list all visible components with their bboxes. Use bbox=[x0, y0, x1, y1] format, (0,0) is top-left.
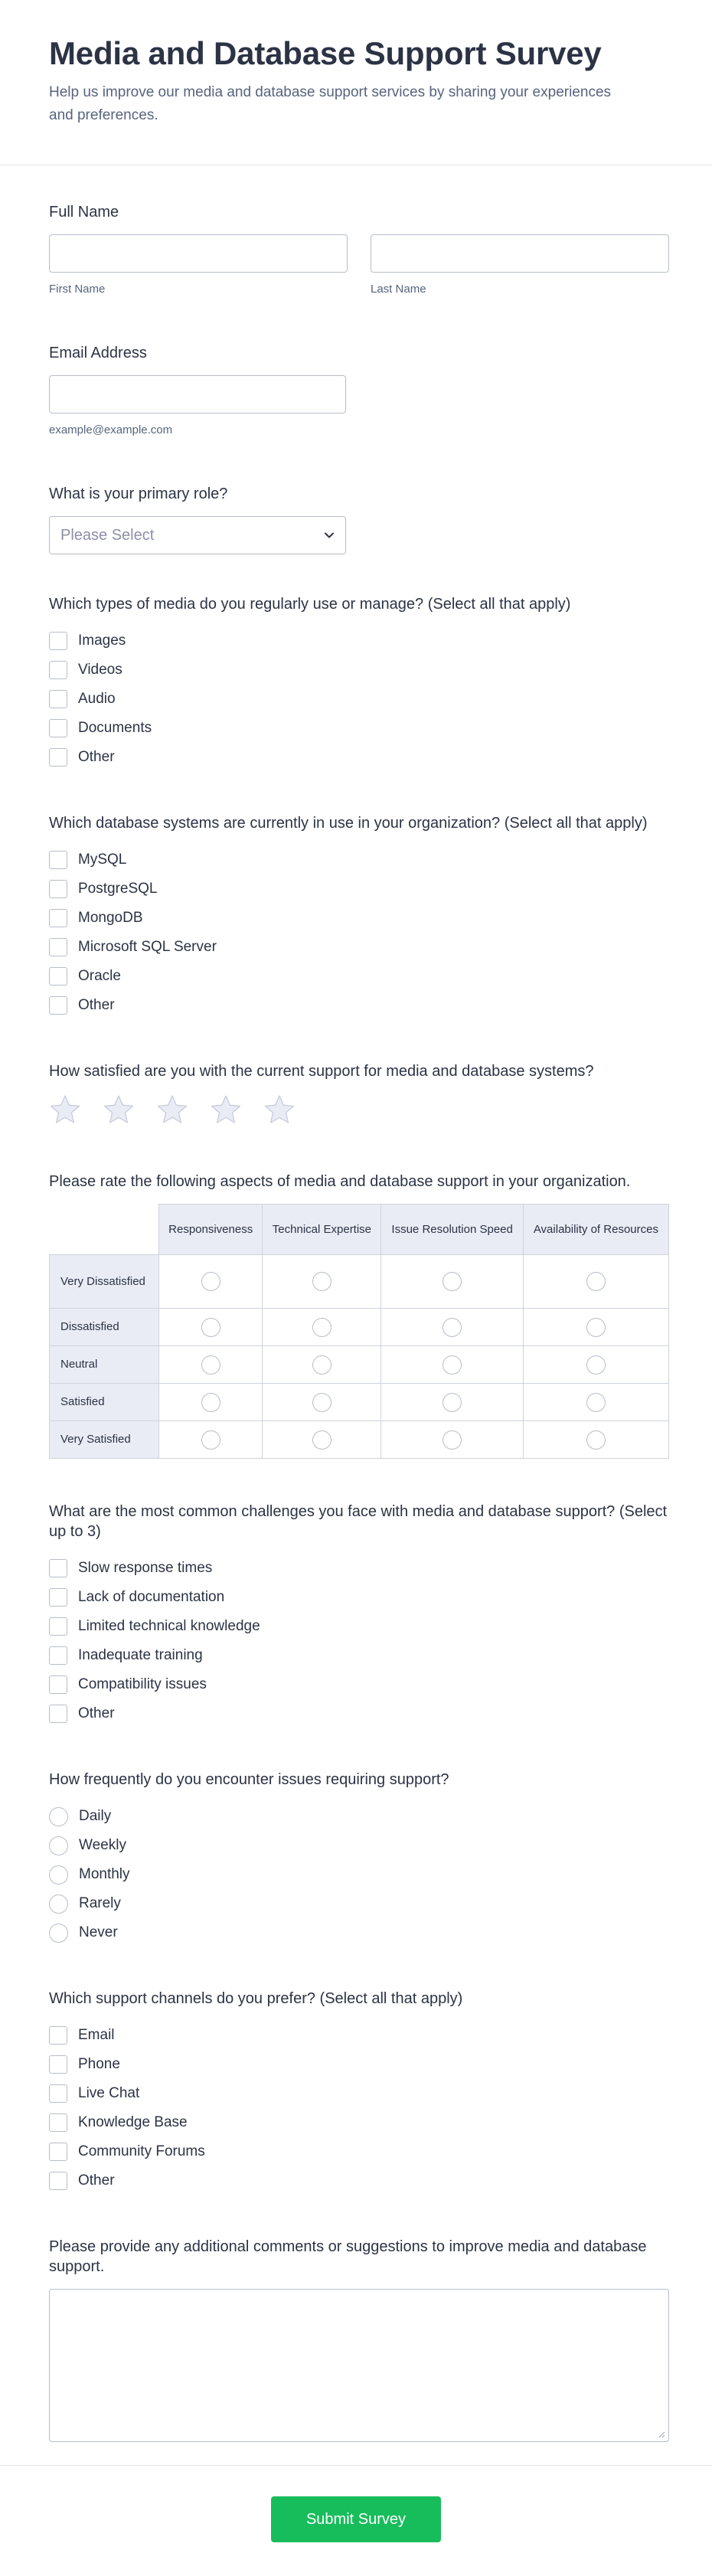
chevron-down-icon bbox=[322, 528, 336, 542]
matrix-corner bbox=[50, 1205, 159, 1255]
challenge-option-label: Other bbox=[78, 1705, 115, 1722]
email-input[interactable] bbox=[49, 375, 346, 414]
checkbox[interactable] bbox=[49, 1675, 67, 1694]
challenge-option[interactable] bbox=[49, 1583, 670, 1612]
media-option[interactable] bbox=[49, 714, 670, 743]
star-rating bbox=[49, 1093, 670, 1126]
media-types-options bbox=[49, 626, 670, 772]
channel-option-label: Email bbox=[78, 2027, 115, 2044]
challenges-options bbox=[49, 1554, 670, 1728]
challenge-option[interactable] bbox=[49, 1641, 670, 1670]
challenge-option[interactable] bbox=[49, 1699, 670, 1728]
database-option-label: Microsoft SQL Server bbox=[78, 939, 217, 956]
challenge-option-label: Compatibility issues bbox=[78, 1676, 207, 1693]
database-option[interactable] bbox=[49, 874, 670, 904]
checkbox[interactable] bbox=[49, 880, 67, 898]
checkbox[interactable] bbox=[49, 2143, 67, 2161]
database-option-label: Oracle bbox=[78, 968, 121, 985]
checkbox[interactable] bbox=[49, 1588, 67, 1607]
checkbox[interactable] bbox=[49, 938, 67, 956]
matrix-column-header: Availability of Resources bbox=[523, 1205, 668, 1255]
media-option-label: Audio bbox=[78, 691, 116, 708]
star-icon[interactable] bbox=[49, 1093, 81, 1126]
form-footer bbox=[0, 2465, 712, 2576]
email-label: Email Address bbox=[49, 345, 147, 362]
matrix-radio[interactable] bbox=[443, 1393, 462, 1412]
matrix-radio[interactable] bbox=[312, 1355, 332, 1375]
matrix-radio[interactable] bbox=[312, 1318, 332, 1337]
frequency-option[interactable] bbox=[49, 1889, 670, 1918]
role-select[interactable] bbox=[49, 516, 346, 554]
challenges-field bbox=[49, 1502, 670, 1728]
matrix-radio[interactable] bbox=[443, 1355, 462, 1375]
checkbox[interactable] bbox=[49, 719, 67, 737]
database-option[interactable] bbox=[49, 962, 670, 991]
challenge-option[interactable] bbox=[49, 1670, 670, 1699]
comments-textarea[interactable] bbox=[49, 2289, 669, 2442]
star-icon[interactable] bbox=[103, 1093, 135, 1126]
channel-option-label: Live Chat bbox=[78, 2085, 140, 2102]
form-title: Media and Database Support Survey bbox=[49, 35, 602, 71]
database-option-label: MongoDB bbox=[78, 910, 143, 927]
matrix-radio[interactable] bbox=[201, 1355, 220, 1375]
star-icon[interactable] bbox=[156, 1093, 188, 1126]
media-types-label: Which types of media do you regularly use or manage? (Select all that apply) bbox=[49, 596, 571, 613]
last-name-input[interactable] bbox=[371, 234, 669, 273]
channels-label: Which support channels do you prefer? (Select all that apply) bbox=[49, 1990, 463, 2008]
first-name-sublabel: First Name bbox=[49, 283, 106, 296]
matrix-column-header: Responsiveness bbox=[159, 1205, 263, 1255]
star-icon[interactable] bbox=[210, 1093, 242, 1126]
rating-matrix-field bbox=[49, 1172, 670, 1459]
email-field bbox=[49, 343, 670, 436]
full-name-label: Full Name bbox=[49, 204, 119, 221]
role-field bbox=[49, 484, 670, 554]
frequency-option-label: Rarely bbox=[79, 1895, 121, 1912]
frequency-field bbox=[49, 1770, 670, 1947]
media-option-label: Other bbox=[78, 749, 115, 766]
checkbox[interactable] bbox=[49, 2172, 67, 2190]
checkbox[interactable] bbox=[49, 1617, 67, 1636]
checkbox[interactable] bbox=[49, 1646, 67, 1665]
comments-label: Please provide any additional comments or suggestions to improve media and database support. bbox=[49, 2238, 647, 2276]
submit-button[interactable]: Submit Survey bbox=[271, 2496, 441, 2542]
matrix-radio[interactable] bbox=[312, 1272, 332, 1291]
frequency-option[interactable] bbox=[49, 1802, 670, 1831]
databases-options bbox=[49, 845, 670, 1020]
role-label: What is your primary role? bbox=[49, 485, 228, 503]
challenge-option-label: Inadequate training bbox=[78, 1647, 203, 1664]
database-option[interactable] bbox=[49, 845, 670, 874]
radio-button[interactable] bbox=[49, 1924, 68, 1943]
matrix-row-header: Satisfied bbox=[50, 1384, 159, 1421]
media-option[interactable] bbox=[49, 655, 670, 685]
checkbox[interactable] bbox=[49, 661, 67, 679]
channel-option[interactable] bbox=[49, 2108, 670, 2137]
matrix-radio[interactable] bbox=[443, 1272, 462, 1291]
channel-option-label: Other bbox=[78, 2172, 115, 2189]
checkbox[interactable] bbox=[49, 967, 67, 986]
media-option-label: Documents bbox=[78, 720, 152, 737]
channels-options bbox=[49, 2021, 670, 2195]
checkbox[interactable] bbox=[49, 1705, 67, 1723]
checkbox[interactable] bbox=[49, 748, 67, 767]
matrix-row-header: Very Satisfied bbox=[50, 1421, 159, 1459]
matrix-radio[interactable] bbox=[201, 1272, 220, 1291]
database-option-label: MySQL bbox=[78, 852, 127, 868]
matrix-row-header: Very Dissatisfied bbox=[50, 1255, 159, 1309]
matrix-radio[interactable] bbox=[312, 1393, 332, 1412]
checkbox[interactable] bbox=[49, 851, 67, 869]
media-option[interactable] bbox=[49, 743, 670, 772]
channels-field bbox=[49, 1989, 670, 2195]
frequency-option-label: Monthly bbox=[79, 1866, 130, 1883]
matrix-radio[interactable] bbox=[443, 1318, 462, 1337]
media-option[interactable] bbox=[49, 626, 670, 655]
checkbox[interactable] bbox=[49, 2026, 67, 2045]
frequency-label: How frequently do you encounter issues requiring support? bbox=[49, 1771, 449, 1789]
satisfaction-field bbox=[49, 1061, 670, 1126]
frequency-option[interactable] bbox=[49, 1918, 670, 1947]
last-name-sublabel: Last Name bbox=[371, 283, 426, 296]
star-icon[interactable] bbox=[263, 1093, 296, 1126]
matrix-radio[interactable] bbox=[312, 1430, 332, 1450]
channel-option-label: Knowledge Base bbox=[78, 2114, 188, 2131]
satisfaction-label: How satisfied are you with the current support for media and database systems? bbox=[49, 1063, 594, 1080]
matrix-column-header: Issue Resolution Speed bbox=[381, 1205, 523, 1255]
challenge-option[interactable] bbox=[49, 1554, 670, 1583]
channel-option[interactable] bbox=[49, 2021, 670, 2050]
matrix-radio[interactable] bbox=[201, 1318, 220, 1337]
database-option-label: Other bbox=[78, 997, 115, 1014]
database-option[interactable] bbox=[49, 933, 670, 962]
databases-field bbox=[49, 813, 670, 1020]
media-option-label: Images bbox=[78, 633, 126, 649]
radio-button[interactable] bbox=[49, 1836, 68, 1855]
challenge-option-label: Limited technical knowledge bbox=[78, 1618, 260, 1635]
media-option[interactable] bbox=[49, 685, 670, 714]
matrix-radio[interactable] bbox=[586, 1393, 606, 1412]
matrix-radio[interactable] bbox=[586, 1430, 606, 1450]
database-option-label: PostgreSQL bbox=[78, 881, 158, 897]
matrix-radio[interactable] bbox=[201, 1430, 220, 1450]
matrix-radio[interactable] bbox=[201, 1393, 220, 1412]
form-header bbox=[0, 0, 712, 165]
comments-field bbox=[49, 2237, 670, 2442]
challenge-option-label: Slow response times bbox=[78, 1560, 213, 1577]
media-option-label: Videos bbox=[78, 662, 122, 678]
database-option[interactable] bbox=[49, 904, 670, 933]
checkbox[interactable] bbox=[49, 2084, 67, 2103]
full-name-field bbox=[49, 202, 670, 296]
challenges-label: What are the most common challenges you face with media and database support? (Select up to 3) bbox=[49, 1503, 668, 1541]
matrix-radio[interactable] bbox=[443, 1430, 462, 1450]
channel-option[interactable] bbox=[49, 2079, 670, 2108]
challenge-option[interactable] bbox=[49, 1612, 670, 1641]
media-types-field bbox=[49, 594, 670, 772]
radio-button[interactable] bbox=[49, 1807, 68, 1826]
checkbox[interactable] bbox=[49, 909, 67, 927]
channel-option-label: Community Forums bbox=[78, 2143, 205, 2160]
email-sublabel: example@example.com bbox=[49, 423, 173, 437]
frequency-options bbox=[49, 1802, 670, 1947]
first-name-input[interactable] bbox=[49, 234, 348, 273]
frequency-option-label: Weekly bbox=[79, 1837, 126, 1854]
frequency-option[interactable] bbox=[49, 1860, 670, 1889]
frequency-option[interactable] bbox=[49, 1831, 670, 1860]
matrix-radio[interactable] bbox=[586, 1318, 606, 1337]
role-select-placeholder: Please Select bbox=[60, 526, 155, 544]
channel-option[interactable] bbox=[49, 2166, 670, 2195]
matrix-radio[interactable] bbox=[586, 1272, 606, 1291]
form-subtitle: Help us improve our media and database support services by sharing your experiences and preferences. bbox=[49, 84, 612, 123]
database-option[interactable] bbox=[49, 991, 670, 1020]
matrix-column-header: Technical Expertise bbox=[263, 1205, 381, 1255]
channel-option[interactable] bbox=[49, 2050, 670, 2079]
checkbox[interactable] bbox=[49, 996, 67, 1015]
checkbox[interactable] bbox=[49, 1559, 67, 1577]
challenge-option-label: Lack of documentation bbox=[78, 1589, 225, 1606]
channel-option-label: Phone bbox=[78, 2056, 120, 2073]
radio-button[interactable] bbox=[49, 1865, 68, 1885]
resize-handle-icon[interactable] bbox=[658, 2431, 665, 2438]
frequency-option-label: Daily bbox=[79, 1808, 112, 1825]
frequency-option-label: Never bbox=[79, 1924, 118, 1941]
channel-option[interactable] bbox=[49, 2137, 670, 2166]
checkbox[interactable] bbox=[49, 690, 67, 708]
checkbox[interactable] bbox=[49, 2113, 67, 2132]
checkbox[interactable] bbox=[49, 632, 67, 650]
form-body bbox=[0, 165, 712, 2442]
matrix-row-header: Dissatisfied bbox=[50, 1309, 159, 1346]
radio-button[interactable] bbox=[49, 1894, 68, 1914]
rating-matrix bbox=[49, 1204, 669, 1459]
rating-matrix-label: Please rate the following aspects of media and database support in your organization. bbox=[49, 1173, 631, 1191]
databases-label: Which database systems are currently in use in your organization? (Select all that apply) bbox=[49, 815, 648, 832]
matrix-row-header: Neutral bbox=[50, 1346, 159, 1384]
matrix-radio[interactable] bbox=[586, 1355, 606, 1375]
checkbox[interactable] bbox=[49, 2055, 67, 2074]
